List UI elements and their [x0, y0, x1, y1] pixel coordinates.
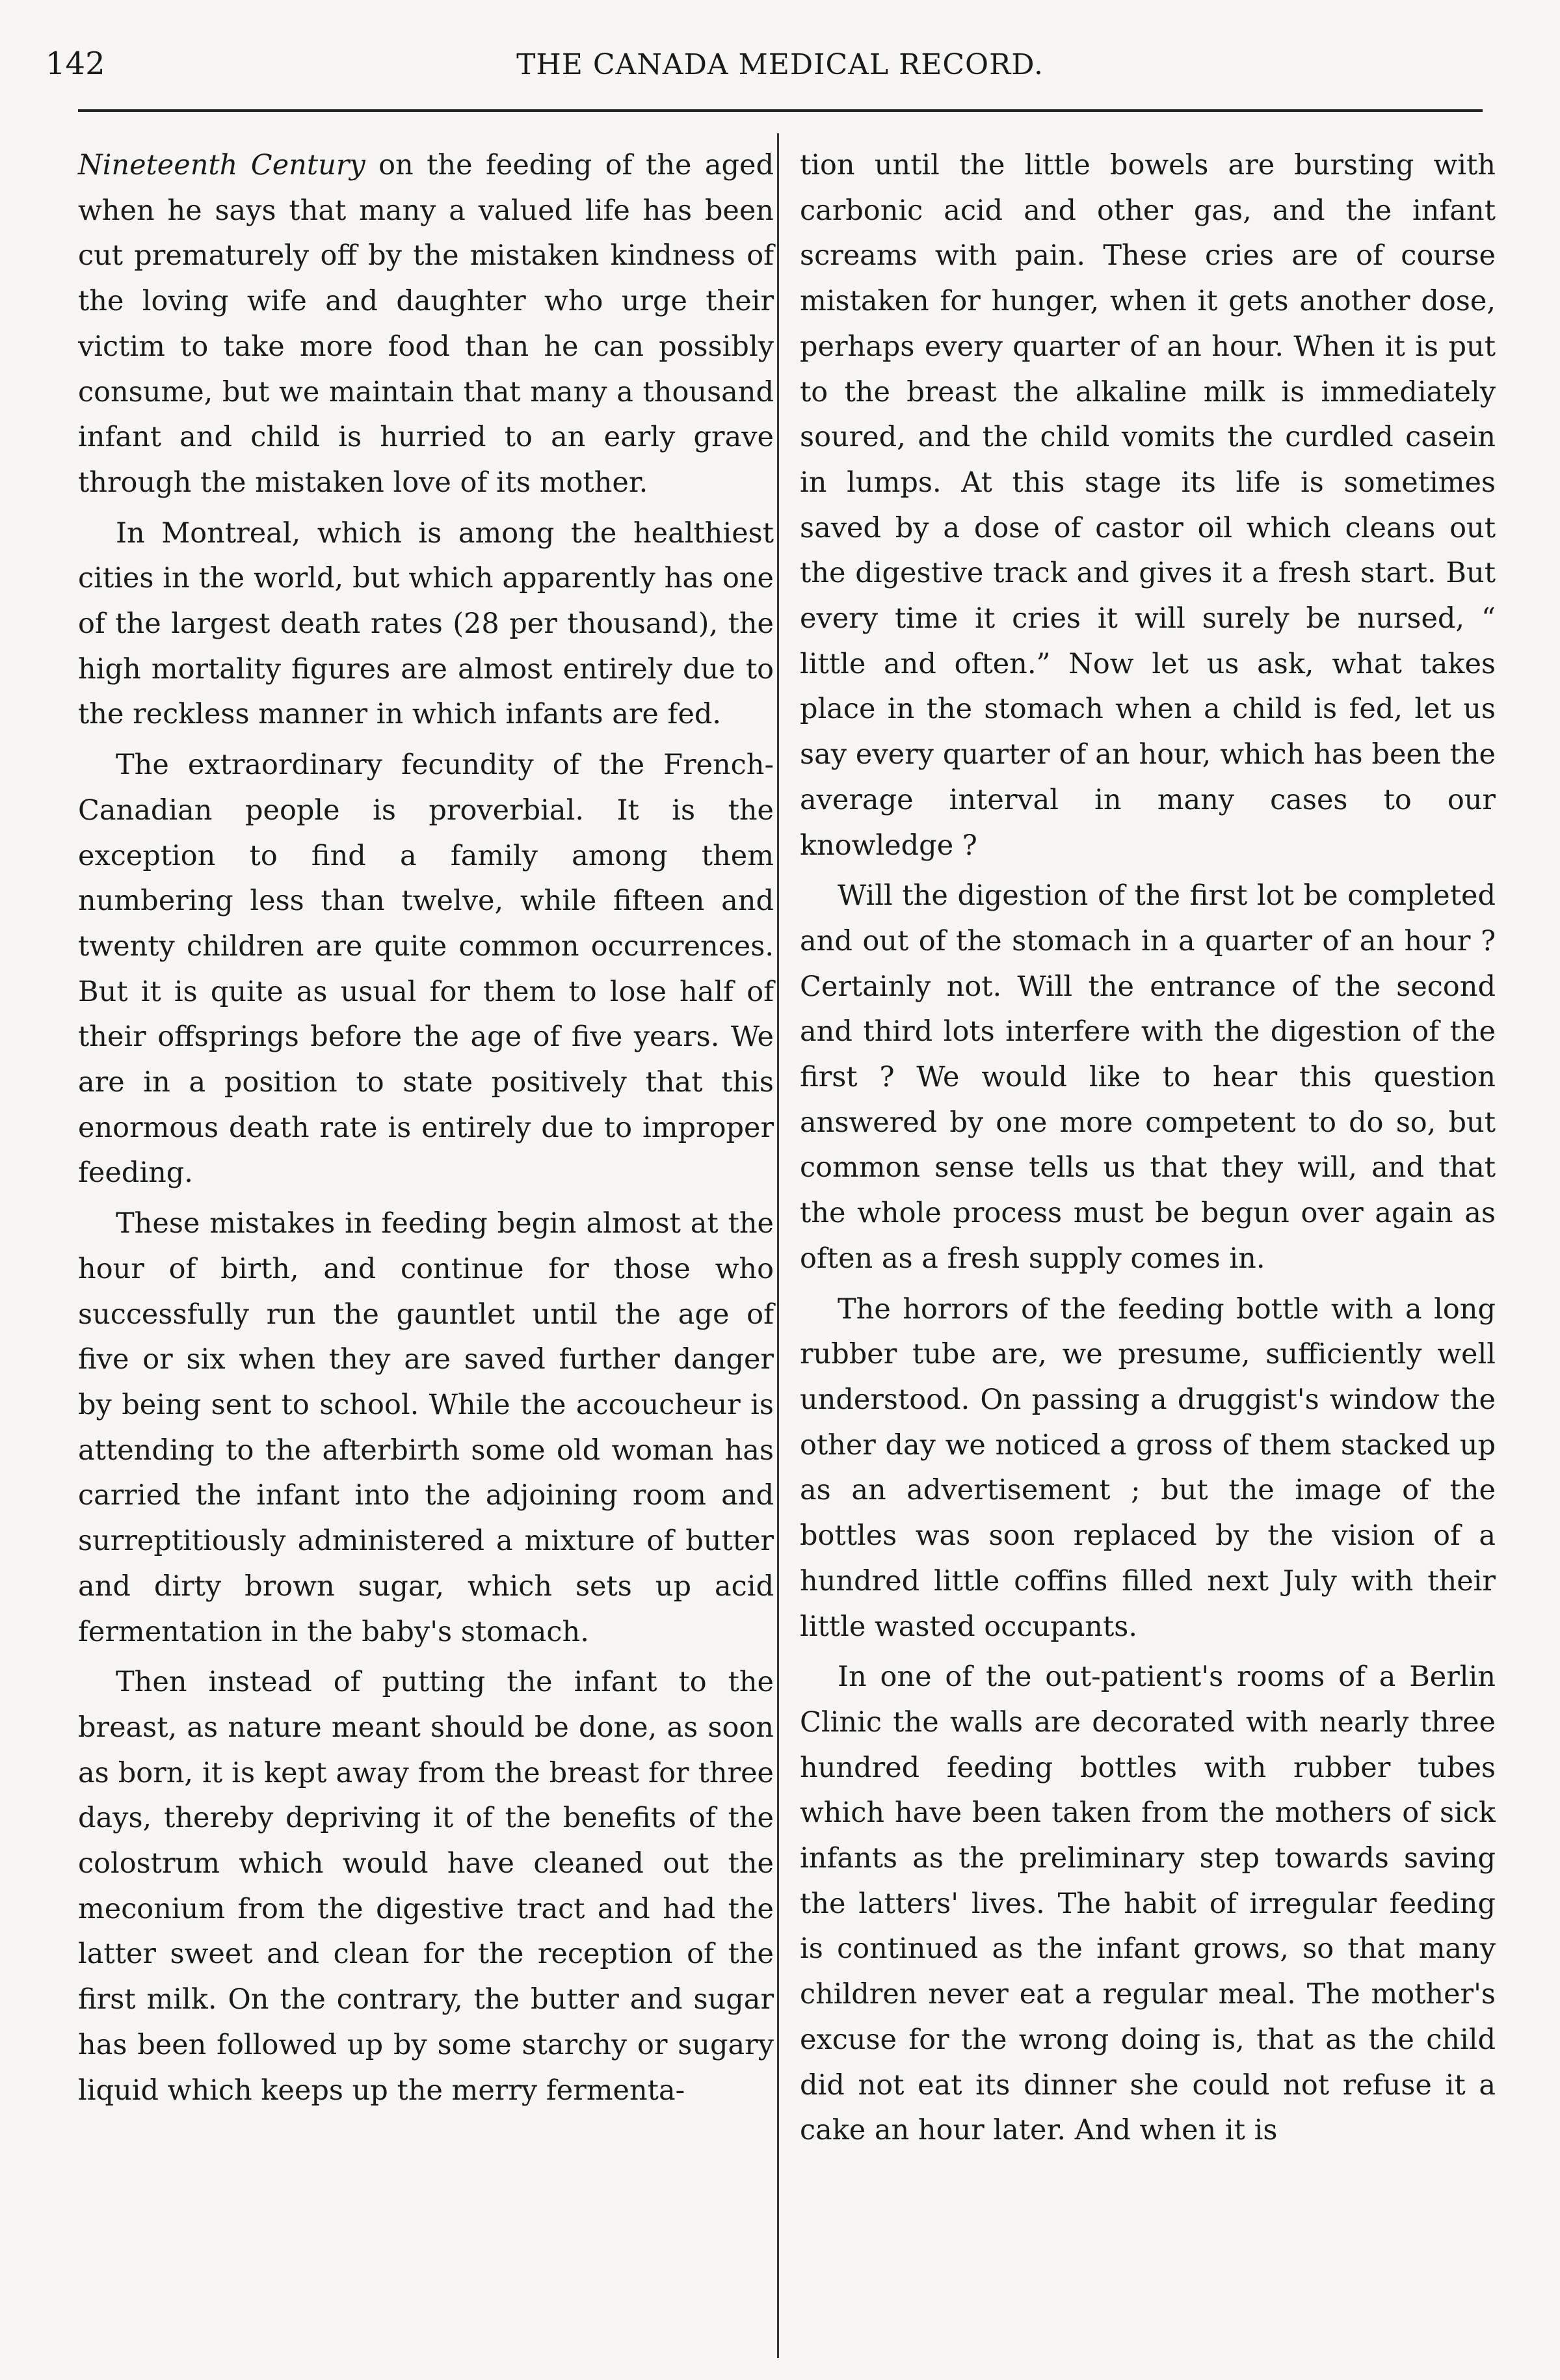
paragraph — [78, 143, 774, 506]
paragraph: In one of the out-patient's rooms of a Berlin Clinic the walls are decorated with nearly three hundred feeding bottles with rubber tubes which have been taken from the mothers of sick infants as the preliminary step towards saving the latters' lives. The habit of irregular feeding is continued as the infant grows, so that many children never eat a regular meal. The mother's excuse for the wrong doing is, that as the child did not eat its dinner she could not refuse it a cake an hour later. And when it is — [800, 1661, 1496, 2147]
paragraph: The horrors of the feeding bottle with a long rubber tube are, we presume, sufficiently well understood. On passing a druggist's window the other day we noticed a gross of them stacked up as an advertisement ; but the image of the bottles was soon replaced by the vision of a hundred little coffins filled next July with their little wasted occupants. — [800, 1292, 1496, 1643]
header-rule — [78, 109, 1483, 112]
paragraph: These mistakes in feeding begin almost at the hour of birth, and continue for those who successfully run the gauntlet until the age of five or six when they are saved further danger by being sent to school. While the accoucheur is attending to the afterbirth some old woman has carried the infant into the adjoining room and surreptitiously administered a mixture of butter and dirty brown sugar, which sets up acid fermentation in the baby's stomach. — [78, 1207, 774, 1648]
right-column — [800, 143, 1496, 2154]
running-title: THE CANADA MEDICAL RECORD. — [516, 48, 1044, 81]
paragraph-text: on the feeding of the aged when he says that many a valued life has been cut prematurely off by the mistaken kindness of the loving wife and daughter who urge their victim to take more food than he can possibly consume, but we maintain that many a thousand infant and child is hurried to an early grave through the mistaken love of its mother. — [78, 149, 774, 499]
column-divider — [777, 133, 779, 2358]
italic-title: Nineteenth Century — [78, 149, 365, 181]
paragraph: The extraordinary fecundity of the French-Canadian people is proverbial. It is the exception to find a family among them numbering less than twelve, while fifteen and twenty children are quite common occurrences. But it is quite as usual for them to lose half of their offsprings before the age of five years. We are in a position to state positively that this enormous death rate is entirely due to improper feeding. — [78, 749, 774, 1190]
paragraph: Then instead of putting the infant to the breast, as nature meant should be done, as soon as born, it is kept away from the breast for three days, thereby depriving it of the benefits of the colostrum which would have cleaned out the meconium from the digestive tract and had the latter sweet and clean for the reception of the first milk. On the contrary, the butter and sugar has been followed up by some starchy or sugary liquid which keeps up the merry fermenta- — [78, 1666, 774, 2107]
paragraph: Will the digestion of the first lot be completed and out of the stomach in a quarter of an hour ? Certainly not. Will the entrance of the second and third lots interfere with the digestion of the first ? We would like to hear this question answered by one more competent to do so, but common sense tells us that they will, and that the whole process must be begun over again as often as a fresh supply comes in. — [800, 879, 1496, 1275]
page-header — [46, 46, 1514, 85]
paragraph: tion until the little bowels are bursting with carbonic acid and other gas, and the infant screams with pain. These cries are of course mistaken for hunger, when it gets another dose, perhaps every quarter of an hour. When it is put to the breast the alkaline milk is immediately soured, and the child vomits the curdled casein in lumps. At this stage its life is sometimes saved by a dose of castor oil which cleans out the digestive track and gives it a fresh start. But every time it cries it will surely be nursed, “ little and often.” Now let us ask, what takes place in the stomach when a child is fed, let us say every quarter of an hour, which has been the average interval in many cases to our knowledge ? — [800, 149, 1496, 862]
page-number: 142 — [46, 46, 105, 82]
paragraph: In Montreal, which is among the healthiest cities in the world, but which apparently has one of the largest death rates (28 per thousand), the high mortality figures are almost entirely due to the reckless manner in which infants are fed. — [78, 516, 774, 731]
left-column — [78, 143, 774, 2113]
